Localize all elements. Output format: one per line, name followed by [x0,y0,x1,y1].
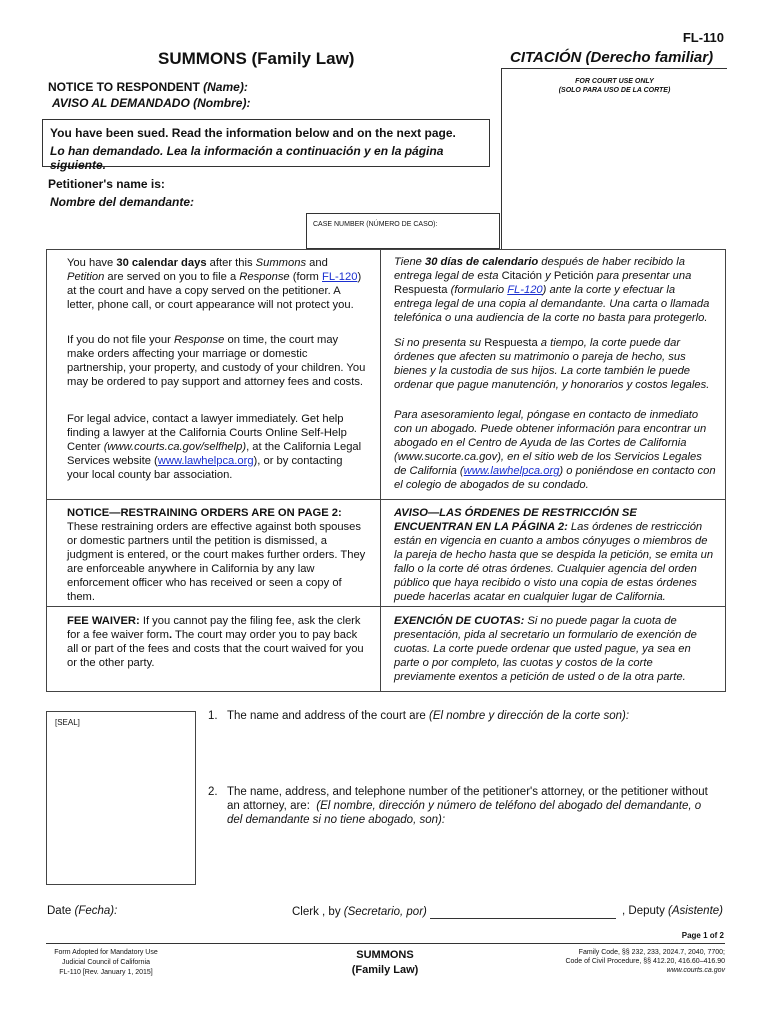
item1-english: The name and address of the court are [226,710,426,722]
item1-number: 1. [208,710,218,722]
seal-label: [SEAL] [55,718,80,727]
english-fee-waiver: FEE WAIVER: If you cannot pay the filing fee, ask the clerk for a fee waiver form. The court may order you to pay back all or part of the fees and costs that the court waived for you or the other party. [67,615,364,669]
attorney-info-item [208,785,718,827]
footer-left-line: Judicial Council of California [62,959,150,966]
spanish-paragraph-consequences: Si no presenta su Respuesta a tiempo, la corte puede dar órdenes que afecten su matrimonio o pareja de hecho, sus bienes y la custodia de sus hijos. La corte también le puede ordenar que pague manutención, y honorarios y costos legales. [394,337,710,391]
petitioner-name-label: Petitioner's name is: [48,177,165,191]
form-title-english: SUMMONS (Family Law) [158,49,355,68]
footer-website[interactable]: www.courts.ca.gov [666,967,725,974]
case-number-label: CASE NUMBER (NÚMERO DE CASO): [313,221,438,228]
form-number: FL-110 [682,30,724,45]
notice-label-text: NOTICE TO RESPONDENT [48,80,200,94]
english-restraining-orders-notice: NOTICE—RESTRAINING ORDERS ARE ON PAGE 2: These restraining orders are effective against both spouses or domestic partners until the petition is dismissed, a judgment is entered, or the court makes further orders. They are enforceable anywhere in California by any law enforcement officer who has received or seen a copy of them. [67,507,366,603]
fl-120-link[interactable]: FL-120 [322,271,358,283]
notice-label-name: (Name): [203,80,248,94]
court-use-label-en: FOR COURT USE ONLY [575,78,654,85]
footer-rule [46,943,725,944]
spanish-restraining-orders-notice: AVISO—LAS ÓRDENES DE RESTRICCIÓN SE ENCUENTRAN EN LA PÁGINA 2: Las órdenes de restricción están en vigencia en cuanto a ambos cónyuges o miembros de la pareja de hecho hasta que se despida la petición, se emita un fallo o la corte dé otras órdenes. Cualquier agencia del orden público que haya recibido o visto una copia de estas órdenes puede hacerlas acatar en cualquier lugar de California. [394,507,714,603]
footer-right-line: Family Code, §§ 232, 233, 2024.7, 2040, 7700; [578,949,725,956]
footer-title-line: SUMMONS [356,949,414,961]
item2-number: 2. [208,786,218,798]
aviso-al-demandado-label: AVISO AL DEMANDADO (Nombre): [52,96,251,110]
seal-box [46,711,196,885]
court-use-label [502,77,727,95]
footer-title [320,948,450,978]
clerk-label: Clerk , by (Secretario, por) [292,906,427,918]
footer-form-adoption [46,948,166,978]
form-title-spanish: CITACIÓN (Derecho familiar) [510,49,714,66]
petitioner-name-label-es: Nombre del demandante: [50,195,195,209]
footer-left-line: Form Adopted for Mandatory Use [54,949,158,956]
notice-to-respondent-label [48,80,248,94]
divider-es-2 [380,606,725,607]
item1-spanish: (El nombre y dirección de la corte son): [429,710,630,722]
column-divider [380,250,381,691]
footer-right-line: Code of Civil Procedure, §§ 412.20, 416.60–416.90 [565,958,725,965]
item2-text [227,785,718,827]
deputy-label: , Deputy (Asistente) [622,905,723,917]
spanish-paragraph-legal-advice: Para asesoramiento legal, póngase en contacto de inmediato con un abogado. Puede obtener información para encontrar un abogado en el Centro de Ayuda de las Cortes de California (www.sucorte.ca.gov), en el sitio web de los Servicios Legales de California (www.lawhelpca.org) o poniéndose en contacto con el colegio de abogados de su condado. [394,409,716,491]
sued-notice-english: You have been sued. Read the information below and on the next page. [50,126,456,140]
english-paragraph-legal-advice: For legal advice, contact a lawyer immediately. Get help finding a lawyer at the California Courts Online Self-Help Center (www.courts.ca.gov/selfhelp), at the California Legal Services website (www.lawhelpca.org), or by contacting your local county bar association. [67,413,362,481]
footer-title-line: (Family Law) [351,964,419,976]
sued-notice-spanish: Lo han demandado. Lea la información a continuación y en la página siguiente. [50,144,444,172]
spanish-paragraph-deadline: Tiene 30 días de calendario después de haber recibido la entrega legal de esta Citación y Petición para presentar una Respuesta (formulario FL-120) ante la corte y efectuar la entrega legal de una copia al demandante. Una carta o llamada telefónica o una audiencia de la corte no basta para protegerlo. [394,256,710,324]
clerk-signature-line[interactable] [430,918,616,919]
divider-en-1 [47,499,380,500]
spanish-fee-waiver: EXENCIÓN DE CUOTAS: Si no puede pagar la cuota de presentación, pida al secretario un formulario de exención de cuotas. La corte puede ordenar que usted pague, ya sea en parte o por completo, las cuotas y costos de la corte previamente exentos a petición de usted o de la otra parte. [394,615,697,683]
court-use-label-es: (SOLO PARA USO DE LA CORTE) [558,87,671,94]
court-name-address-item [208,709,718,723]
divider-es-1 [380,499,725,500]
lawhelpca-link-es[interactable]: www.lawhelpca.org [463,465,560,477]
english-paragraph-consequences: If you do not file your Response on time, the court may make orders affecting your marriage or domestic partnership, your property, and custody of your children. You may be ordered to pay support and attorney fees and costs. [67,334,366,388]
footer-left-line: FL-110 [Rev. January 1, 2015] [59,969,153,976]
case-number-field[interactable] [306,213,500,249]
item2-spanish: (El nombre, dirección y número de teléfono del abogado del demandante, o del demandante si no tiene abogado, son): [227,800,702,826]
instructions-box [46,249,726,692]
sued-notice-box [42,119,490,172]
fl-120-link-es[interactable]: FL-120 [507,284,543,296]
lawhelpca-link[interactable]: www.lawhelpca.org [157,455,254,467]
item2-english: The name, address, and telephone number of the petitioner's attorney, or the petitioner without an attorney, are: [227,786,708,812]
footer-legal-citations [505,948,725,975]
court-use-box [501,68,727,249]
divider-en-2 [47,606,380,607]
english-paragraph-deadline: You have 30 calendar days after this Summons and Petition are served on you to file a Response (form FL-120) at the court and have a copy served on the petitioner. A letter, phone call, or court appearance will not protect you. [67,257,362,311]
page-number: Page 1 of 2 [681,931,724,940]
date-label: Date (Fecha): [47,905,118,917]
